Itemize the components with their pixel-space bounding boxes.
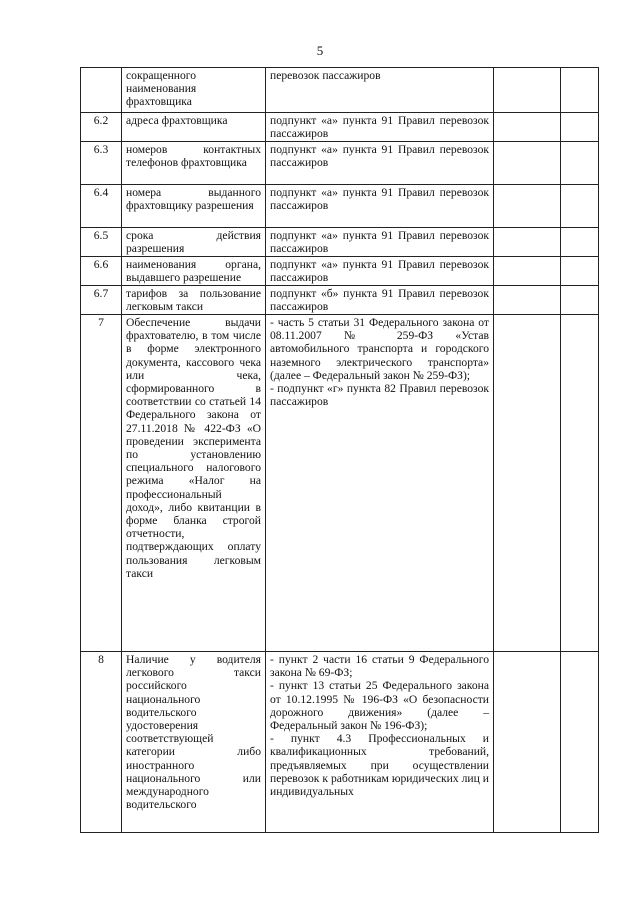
legal-basis-cell xyxy=(266,113,494,142)
row-number-cell: 6.4 xyxy=(81,185,122,228)
legal-basis-cell xyxy=(266,68,494,113)
answer-cell xyxy=(494,257,561,286)
note-cell xyxy=(561,185,599,228)
legal-basis-cell xyxy=(266,142,494,185)
requirement-cell xyxy=(122,652,266,833)
row-number-cell: 6.7 xyxy=(81,286,122,315)
legal-basis-cell xyxy=(266,257,494,286)
table-row xyxy=(81,257,599,286)
answer-cell xyxy=(494,286,561,315)
requirement-cell-text: тарифов за пользование легковым такси xyxy=(126,287,261,314)
legal-basis-cell-text: подпункт «а» пункта 91 Правил перевозок пассажиров xyxy=(270,229,489,256)
row-number-cell: 6.6 xyxy=(81,257,122,286)
answer-cell xyxy=(494,142,561,185)
legal-basis-cell xyxy=(266,228,494,257)
note-cell xyxy=(561,68,599,113)
legal-basis-cell xyxy=(266,286,494,315)
table-row xyxy=(81,68,599,113)
table-row xyxy=(81,113,599,142)
requirement-cell-text: адреса фрахтовщика xyxy=(126,114,228,127)
answer-cell xyxy=(494,228,561,257)
legal-basis-cell-text: подпункт «а» пункта 91 Правил перевозок пассажиров xyxy=(270,114,489,141)
requirement-cell-text: Обеспечение выдачи фрахтователю, в том числе в форме электронного документа, кассового чека или чека, сформированного в соответствии со статьей 14 Федерального закона от 27.11.2018 № 422-ФЗ «О проведении эксперимента по установлению специального налогового режима «Налог на профессиональный доход», либо квитанции в форме бланка строгой отчетности, подтверждающих оплату пользования легковым такси xyxy=(126,316,261,580)
requirement-cell xyxy=(122,185,266,228)
note-cell xyxy=(561,257,599,286)
requirement-cell-text: наименования органа, выдавшего разрешение xyxy=(126,258,261,285)
legal-basis-cell xyxy=(266,315,494,652)
legal-basis-cell-text: - пункт 2 части 16 статьи 9 Федерального закона № 69-ФЗ; - пункт 13 статьи 25 Федерального закона от 10.12.1995 № 196-ФЗ «О безопасности дорожного движения» (далее – Федеральный закон № 196-ФЗ); - пункт 4.3 Профессиональных и квалификационных требований, предъявляемых при осуществлении перевозок к работникам юридических лиц и индивидуальных xyxy=(270,653,489,799)
table-row xyxy=(81,315,599,652)
legal-basis-cell-text: подпункт «а» пункта 91 Правил перевозок пассажиров xyxy=(270,186,489,213)
legal-basis-cell-text: перевозок пассажиров xyxy=(270,69,381,82)
legal-basis-cell xyxy=(266,652,494,833)
note-cell xyxy=(561,142,599,185)
legal-basis-cell-text: подпункт «а» пункта 91 Правил перевозок пассажиров xyxy=(270,258,489,285)
row-number-cell: 7 xyxy=(81,315,122,652)
requirement-cell-text: Наличие у водителя легкового такси российского национального водительского удостоверения соответствующей категории либо иностранного национального или международного водительского xyxy=(126,653,261,812)
table-row xyxy=(81,652,599,833)
requirement-cell xyxy=(122,228,266,257)
requirement-cell-text: номера выданного фрахтовщику разрешения xyxy=(126,186,261,213)
row-number-cell: 6.5 xyxy=(81,228,122,257)
page-number: 5 xyxy=(316,43,324,58)
legal-basis-cell-text: - часть 5 статьи 31 Федерального закона от 08.11.2007 № 259-ФЗ «Устав автомобильного транспорта и городского наземного электрического транспорта» (далее – Федеральный закон № 259-ФЗ); - подпункт «г» пункта 82 Правил перевозок пассажиров xyxy=(270,316,489,409)
requirement-cell xyxy=(122,142,266,185)
requirement-cell-text: срока действия разрешения xyxy=(126,229,261,256)
legal-basis-cell-text: подпункт «б» пункта 91 Правил перевозок пассажиров xyxy=(270,287,489,314)
table-row xyxy=(81,185,599,228)
table-row xyxy=(81,228,599,257)
note-cell xyxy=(561,315,599,652)
legal-basis-cell xyxy=(266,185,494,228)
requirements-table xyxy=(80,67,599,833)
table-row xyxy=(81,142,599,185)
row-number-cell: 6.2 xyxy=(81,113,122,142)
answer-cell xyxy=(494,113,561,142)
answer-cell xyxy=(494,68,561,113)
requirement-cell xyxy=(122,257,266,286)
requirement-cell-text: сокращенного наименования фрахтовщика xyxy=(126,69,197,109)
answer-cell xyxy=(494,315,561,652)
row-number-cell xyxy=(81,68,122,113)
requirement-cell xyxy=(122,315,266,652)
note-cell xyxy=(561,113,599,142)
requirement-cell xyxy=(122,113,266,142)
answer-cell xyxy=(494,652,561,833)
table-row xyxy=(81,286,599,315)
answer-cell xyxy=(494,185,561,228)
note-cell xyxy=(561,652,599,833)
requirement-cell-text: номеров контактных телефонов фрахтовщика xyxy=(126,143,261,170)
note-cell xyxy=(561,286,599,315)
row-number-cell: 6.3 xyxy=(81,142,122,185)
legal-basis-cell-text: подпункт «а» пункта 91 Правил перевозок пассажиров xyxy=(270,143,489,170)
row-number-cell: 8 xyxy=(81,652,122,833)
requirement-cell xyxy=(122,68,266,113)
note-cell xyxy=(561,228,599,257)
requirement-cell xyxy=(122,286,266,315)
